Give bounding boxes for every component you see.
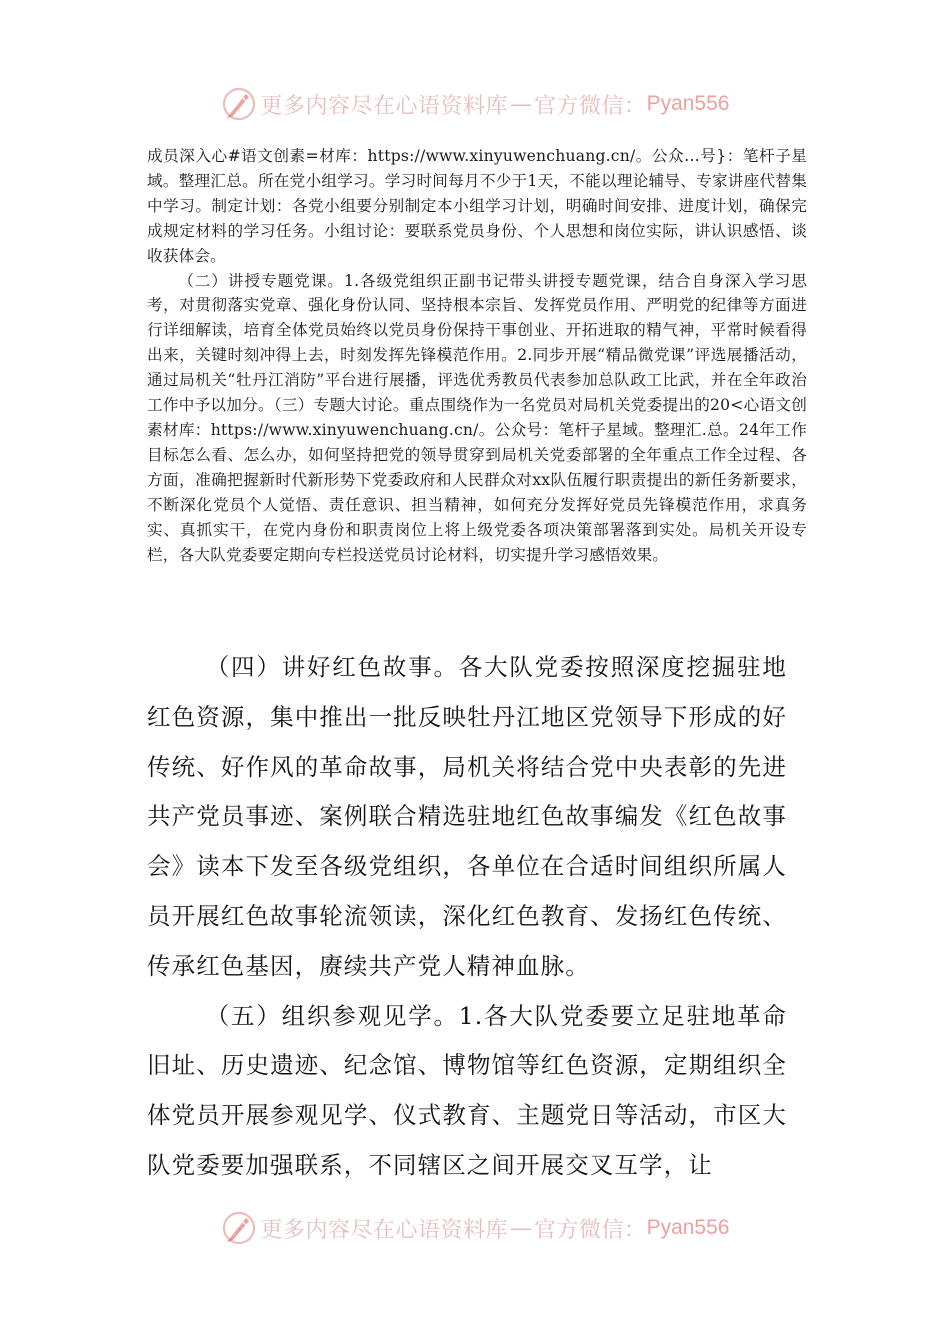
- paragraph-party-lectures: （二）讲授专题党课。1.各级党组织正副书记带头讲授专题党课，结合自身深入学习思考，对贯彻落实党章、强化身份认同、坚持根本宗旨、发挥党员作用、严明党的纪律等方面进行详细解读，培育全体党员始终以党员身份保持干事创业、开拓进取的精气神，平常时候看得出来，关键时刻冲得上去，时刻发挥先锋模范作用。2.同步开展“精品微党课”评选展播活动，通过局机关“牡丹江消防”平台进行展播，评选优秀教员代表参加总队政工比武，并在全年政治工作中予以加分。（三）专题大讨论。重点围绕作为一名党员对局机关党委提出的20<心语文创素材库：https://www.xinyuwenchuang.cn/。公众号：笔杆子星域。整理汇.总。24年工作目标怎么看、怎么办，如何坚持把党的领导贯穿到局机关党委部署的全年重点工作全过程、各方面，准确把握新时代新形势下党委政府和人民群众对xx队伍履行职责提出的新任务新要求，不断深化党员个人觉悟、责任意识、担当精神，如何充分发挥好党员先锋模范作用，求真务实、真抓实干，在党内身份和职责岗位上将上级党委各项决策部署落到实处。局机关开设专栏，各大队党委要定期向专栏投送党员讨论材料，切实提升学习感悟效果。: [147, 271, 807, 564]
- banner-wechat-label: 官方微信：: [534, 93, 647, 119]
- banner-text: 更多内容尽在心语资料库: [260, 1217, 509, 1243]
- large-text-block: [147, 643, 787, 1191]
- paragraph-study-groups: 成员深入心#语文创素=材库：https://www.xinyuwenchuang.cn/。公众…号}：笔杆子星域。整理汇总。所在党小组学习。学习时间每月不少于1天，不能以理论辅导、专家讲座代替集中学习。制定计划：各党小组要分别制定本小组学习计划，明确时间安排、进度计划，确保完成规定材料的学习任务。小组讨论：要联系党员身份、个人思想和岗位实际，讲认识感悟、谈收获体会。: [147, 147, 807, 265]
- quill-logo-icon: [221, 1210, 257, 1246]
- banner-wechat-id: Pyan556: [646, 1216, 730, 1239]
- quill-logo-icon: [221, 86, 257, 122]
- banner-separator: —: [510, 1215, 533, 1241]
- banner-wechat-id: Pyan556: [646, 92, 730, 115]
- header-watermark-banner: [0, 82, 950, 126]
- small-text-block: [147, 144, 807, 567]
- paragraph-red-stories: （四）讲好红色故事。各大队党委按照深度挖掘驻地红色资源，集中推出一批反映牡丹江地区党领导下形成的好传统、好作风的革命故事，局机关将结合党中央表彰的先进共产党员事迹、案例联合精选驻地红色故事编发《红色故事会》读本下发至各级党组织，各单位在合适时间组织所属人员开展红色故事轮流领读，深化红色教育、发扬红色传统、传承红色基因，赓续共产党人精神血脉。: [147, 653, 787, 980]
- banner-wechat-label: 官方微信：: [534, 1217, 647, 1243]
- banner-text: 更多内容尽在心语资料库: [260, 93, 509, 119]
- footer-watermark-banner: [0, 1206, 950, 1250]
- paragraph-site-visits: （五）组织参观见学。1.各大队党委要立足驻地革命旧址、历史遗迹、纪念馆、博物馆等红色资源，定期组织全体党员开展参观见学、仪式教育、主题党日等活动，市区大队党委要加强联系，不同辖区之间开展交叉互学，让: [147, 1001, 787, 1179]
- banner-separator: —: [510, 91, 533, 117]
